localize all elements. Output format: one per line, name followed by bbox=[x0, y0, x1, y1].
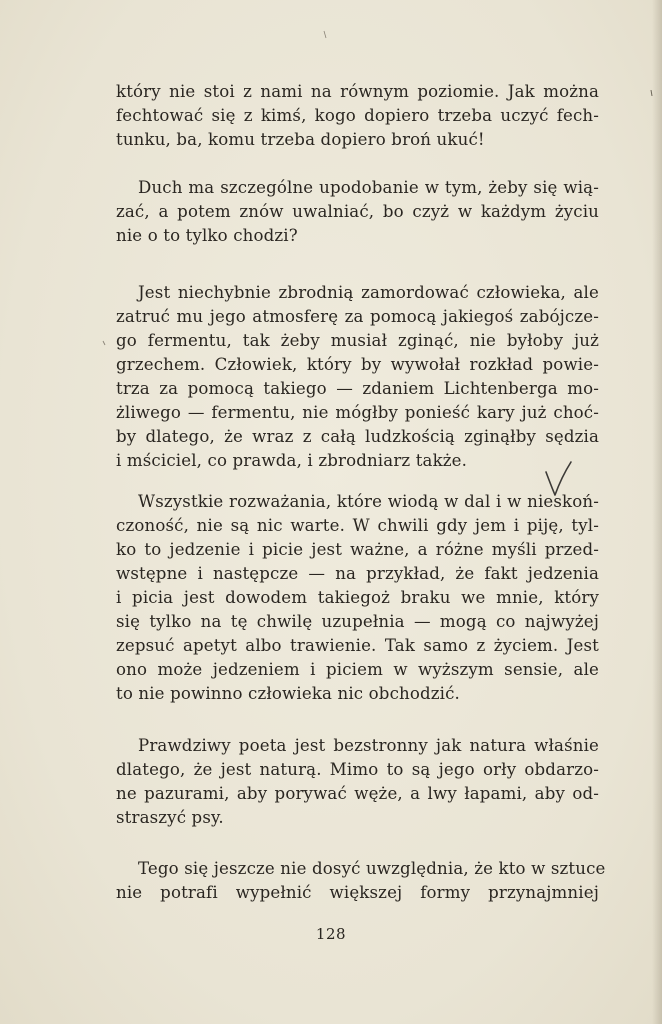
text-line: ko to jedzenie i picie jest ważne, a różne myśli przed- bbox=[116, 540, 599, 559]
text-line: i mściciel, co prawda, i zbrodniarz także. bbox=[116, 451, 468, 470]
text-line: trza za pomocą takiego — zdaniem Lichtenberga mo- bbox=[116, 379, 599, 398]
pencil-tick-mark bbox=[322, 30, 330, 40]
text-line: żliwego — fermentu, nie mógłby ponieść kary już choć- bbox=[116, 403, 599, 422]
text-line: Duch ma szczególne upodobanie w tym, żeby się wią- bbox=[138, 178, 599, 197]
text-line: czoność, nie są nic warte. W chwili gdy jem i piję, tyl- bbox=[116, 516, 599, 535]
text-line: nie potrafi wypełnić większej formy przynajmniej bbox=[116, 883, 599, 902]
text-line: go fermentu, tak żeby musiał zginąć, nie byłoby już bbox=[116, 331, 599, 350]
text-line: straszyć psy. bbox=[116, 808, 224, 827]
text-line: Jest niechybnie zbrodnią zamordować człowieka, ale bbox=[138, 283, 599, 302]
text-line: się tylko na tę chwilę uzupełnia — mogą co najwyżej bbox=[116, 612, 599, 631]
text-line: zać, a potem znów uwalniać, bo czyż w każdym życiu bbox=[116, 202, 599, 221]
text-line: Tego się jeszcze nie dosyć uwzględnia, że kto w sztuce bbox=[138, 859, 606, 878]
text-line: ono może jedzeniem i piciem w wyższym sensie, ale bbox=[116, 660, 599, 679]
text-line: zatruć mu jego atmosferę za pomocą jakiegoś zabójcze- bbox=[116, 307, 599, 326]
text-line: który nie stoi z nami na równym poziomie. Jak można bbox=[116, 82, 599, 101]
margin-dot bbox=[102, 340, 106, 346]
text-line: dlatego, że jest naturą. Mimo to są jego orły obdarzo- bbox=[116, 760, 599, 779]
text-line: fechtować się z kimś, kogo dopiero trzeba uczyć fech- bbox=[116, 106, 599, 125]
text-line: ne pazurami, aby porywać węże, a lwy łapami, aby od- bbox=[116, 784, 599, 803]
text-line: wstępne i następcze — na przykład, że fakt jedzenia bbox=[116, 564, 599, 583]
text-line: zepsuć apetyt albo trawienie. Tak samo z życiem. Jest bbox=[116, 636, 599, 655]
text-line: i picia jest dowodem takiegoż braku we mnie, który bbox=[116, 588, 599, 607]
text-line: Wszystkie rozważania, które wiodą w dal i w nieskoń- bbox=[138, 492, 599, 511]
page-edge-shadow bbox=[652, 0, 662, 1024]
text-line: nie o to tylko chodzi? bbox=[116, 226, 298, 245]
text-line: grzechem. Człowiek, który by wywołał rozkład powie- bbox=[116, 355, 599, 374]
page-number: 128 bbox=[315, 925, 347, 943]
text-line: to nie powinno człowieka nic obchodzić. bbox=[116, 684, 460, 703]
text-line: tunku, ba, komu trzeba dopiero broń ukuć! bbox=[116, 130, 485, 149]
margin-mark bbox=[650, 90, 654, 96]
text-line: by dlatego, że wraz z całą ludzkością zginąłby sędzia bbox=[116, 427, 599, 446]
text-line: Prawdziwy poeta jest bezstronny jak natura właśnie bbox=[138, 736, 599, 755]
